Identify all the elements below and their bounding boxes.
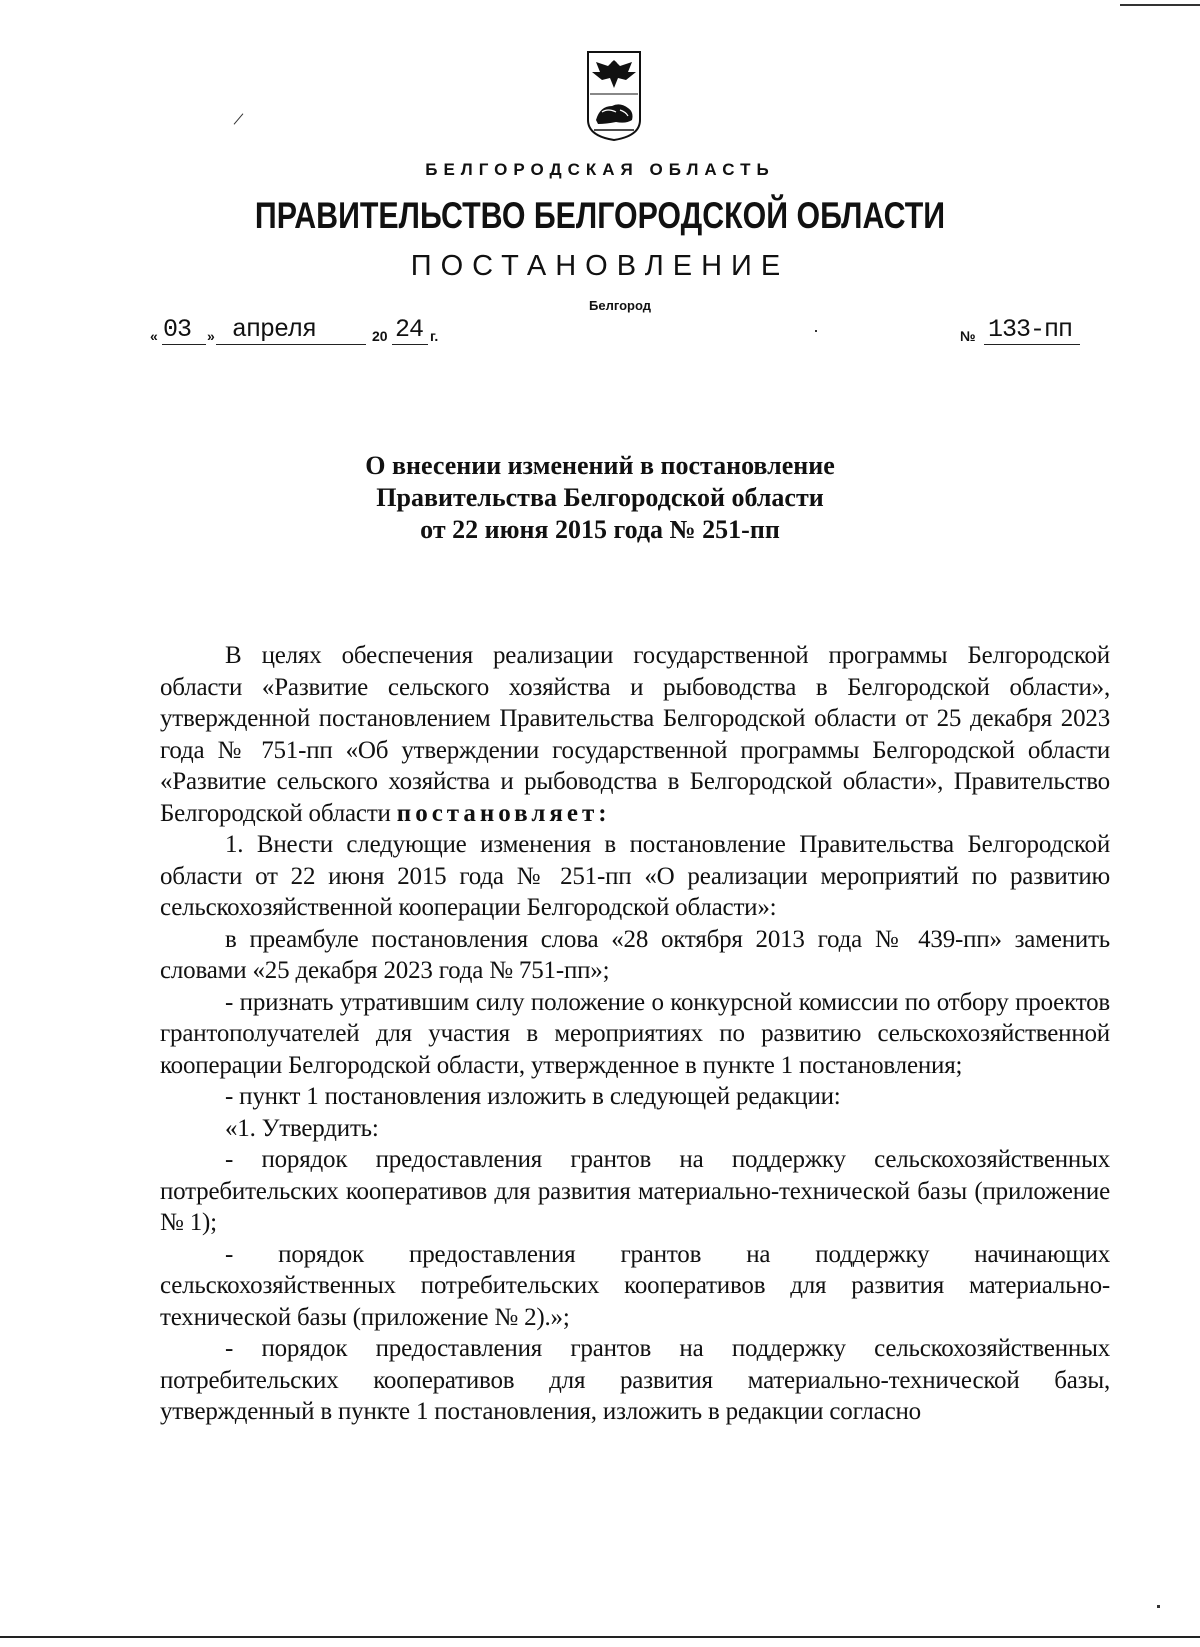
number-underline bbox=[984, 344, 1080, 345]
date-day: 03 bbox=[163, 315, 192, 344]
paragraph-repeal: - признать утратившим силу положение о конкурсной комиссии по отбору проектов грантополучателей для участия в мероприятиях по развитию сельскохозяйственной кооперации Белгородской области, утвержденное в пункте 1 постановления; bbox=[160, 988, 1110, 1079]
title-line-1: О внесении изменений в постановление bbox=[365, 451, 835, 480]
paragraph-item-1: 1. Внести следующие изменения в постановление Правительства Белгородской области от 22 июня 2015 года № 251-пп «О реализации мероприятий по развитию сельскохозяйственной кооперации Белгородской области»: bbox=[160, 831, 1110, 921]
scan-edge-line bbox=[0, 1636, 1200, 1638]
date-month: апреля bbox=[232, 315, 317, 344]
paragraph-point-1-edit: - пункт 1 постановления изложить в следующей редакции: bbox=[225, 1083, 841, 1110]
paragraph-preamble-change: в преамбуле постановления слова «28 октября 2013 года № 439-пп» заменить словами «25 декабря 2023 года № 751-пп»; bbox=[160, 925, 1110, 984]
government-name: ПРАВИТЕЛЬСТВО БЕЛГОРОДСКОЙ ОБЛАСТИ bbox=[254, 195, 946, 236]
number-value: 133-пп bbox=[988, 315, 1073, 344]
scan-dot bbox=[815, 330, 817, 332]
paragraph-order-edit: - порядок предоставления грантов на поддержку сельскохозяйственных потребительских кооперативов для развития материально-технической базы, утвержденный в пункте 1 постановления, изложить в редакции согласно bbox=[160, 1335, 1110, 1425]
month-underline bbox=[216, 344, 366, 345]
document-body bbox=[160, 640, 1110, 1428]
decree-word: постановляет: bbox=[396, 799, 611, 827]
scan-mark bbox=[234, 113, 244, 124]
title-line-3: от 22 июня 2015 года № 251-пп bbox=[420, 515, 780, 544]
title-line-2: Правительства Белгородской области bbox=[376, 483, 824, 512]
region-name: БЕЛГОРОДСКАЯ ОБЛАСТЬ bbox=[425, 160, 775, 179]
paragraph-approve: «1. Утвердить: bbox=[225, 1114, 379, 1142]
paragraph-order-2: - порядок предоставления грантов на поддержку начинающих сельскохозяйственных потребительских кооперативов для развития материально-технической базы (приложение № 2).»; bbox=[160, 1240, 1110, 1331]
date-year-prefix: 20 bbox=[372, 328, 388, 344]
city-name: Белгород bbox=[589, 298, 651, 313]
coat-of-arms-icon bbox=[586, 50, 642, 142]
date-year-mark: г. bbox=[430, 328, 439, 344]
document-title bbox=[250, 450, 950, 546]
document-number bbox=[960, 315, 1080, 348]
scan-dot bbox=[1157, 1605, 1160, 1608]
paragraph-order-1: - порядок предоставления грантов на поддержку сельскохозяйственных потребительских кооперативов для развития материально-технической базы (приложение № 1); bbox=[160, 1146, 1110, 1236]
date-year-suffix: 24 bbox=[395, 315, 424, 344]
date-close-quote: » bbox=[207, 328, 215, 344]
year-underline bbox=[392, 344, 428, 345]
paragraph-preamble bbox=[160, 640, 1110, 829]
date-open-quote: « bbox=[150, 328, 158, 344]
scan-edge-line bbox=[1120, 4, 1200, 6]
day-underline bbox=[162, 344, 206, 345]
number-mark: № bbox=[960, 328, 976, 344]
document-date bbox=[150, 315, 470, 348]
document-type: ПОСТАНОВЛЕНИЕ bbox=[410, 250, 790, 282]
preamble-text: В целях обеспечения реализации государственной программы Белгородской области «Развитие сельского хозяйства и рыбоводства в Белгородской области», утвержденной постановлением Правительства Белгородской области от 25 декабря 2023 года № 751-пп «Об утверждении государственной программы Белгородской области «Развитие сельского хозяйства и рыбоводства в Белгородской области», Правительство Белгородской области bbox=[160, 642, 1110, 827]
